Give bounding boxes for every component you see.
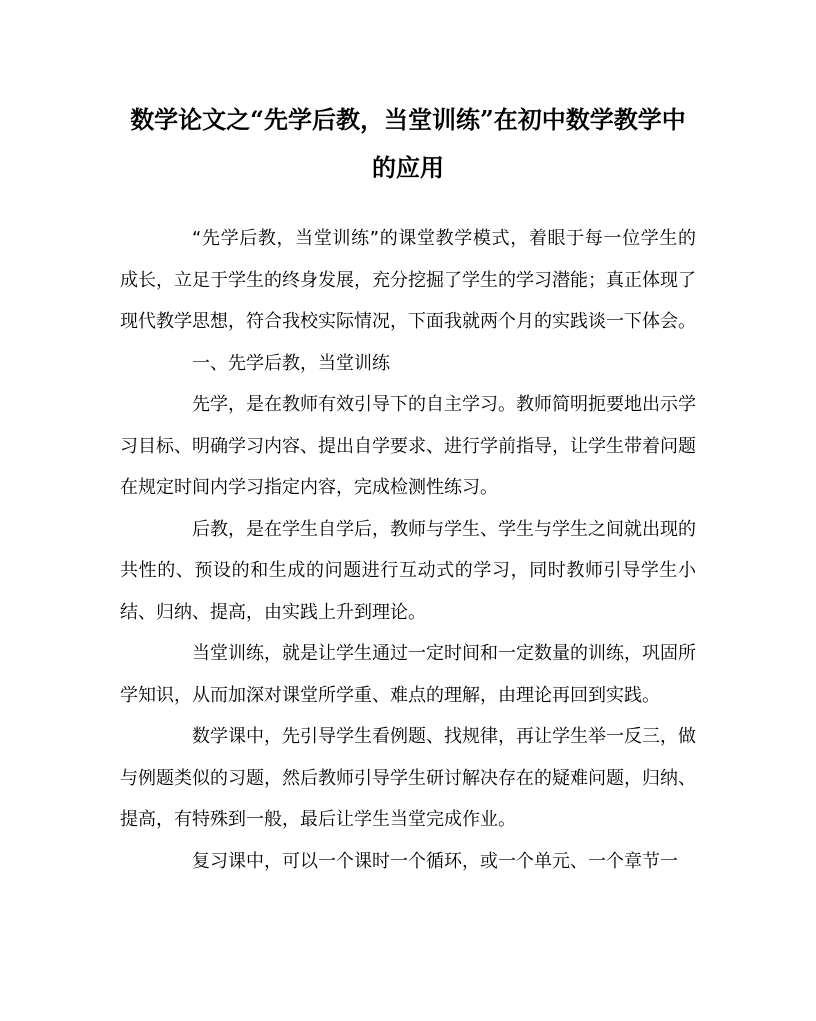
title-line-2: 的应用 [372,153,444,182]
title-line-1: 数学论文之“先学后教，当堂训练”在初中数学教学中 [130,105,686,134]
paragraph-xianxue: 先学，是在教师有效引导下的自主学习。教师简明扼要地出示学习目标、明确学习内容、提出自学要求、进行学前指导，让学生带着问题在规定时间内学习指定内容，完成检测性练习。 [120,394,696,498]
section-heading-1: 一、先学后教，当堂训练 [192,352,390,374]
paragraph-houjiao: 后教，是在学生自学后，教师与学生、学生与学生之间就出现的共性的、预设的和生成的问题进行互动式的学习，同时教师引导学生小结、归纳、提高，由实践上升到理论。 [120,518,696,623]
document-body [120,218,696,882]
paragraph-shuxueke: 数学课中，先引导学生看例题、找规律，再让学生举一反三，做与例题类似的习题，然后教师引导学生研讨解决存在的疑难问题，归纳、提高，有特殊到一般，最后让学生当堂完成作业。 [120,726,696,830]
paragraph-fuxike: 复习课中，可以一个课时一个循环，或一个单元、一个章节一 [192,850,678,872]
document-title [112,96,704,192]
paragraph-dangtang-xunlian: 当堂训练，就是让学生通过一定时间和一定数量的训练，巩固所学知识，从而加深对课堂所学重、难点的理解，由理论再回到实践。 [120,643,696,706]
paragraph-intro: “先学后教，当堂训练”的课堂教学模式，着眼于每一位学生的成长，立足于学生的终身发展，充分挖掘了学生的学习潜能；真正体现了现代教学思想，符合我校实际情况，下面我就两个月的实践谈一下体会。 [120,228,696,332]
